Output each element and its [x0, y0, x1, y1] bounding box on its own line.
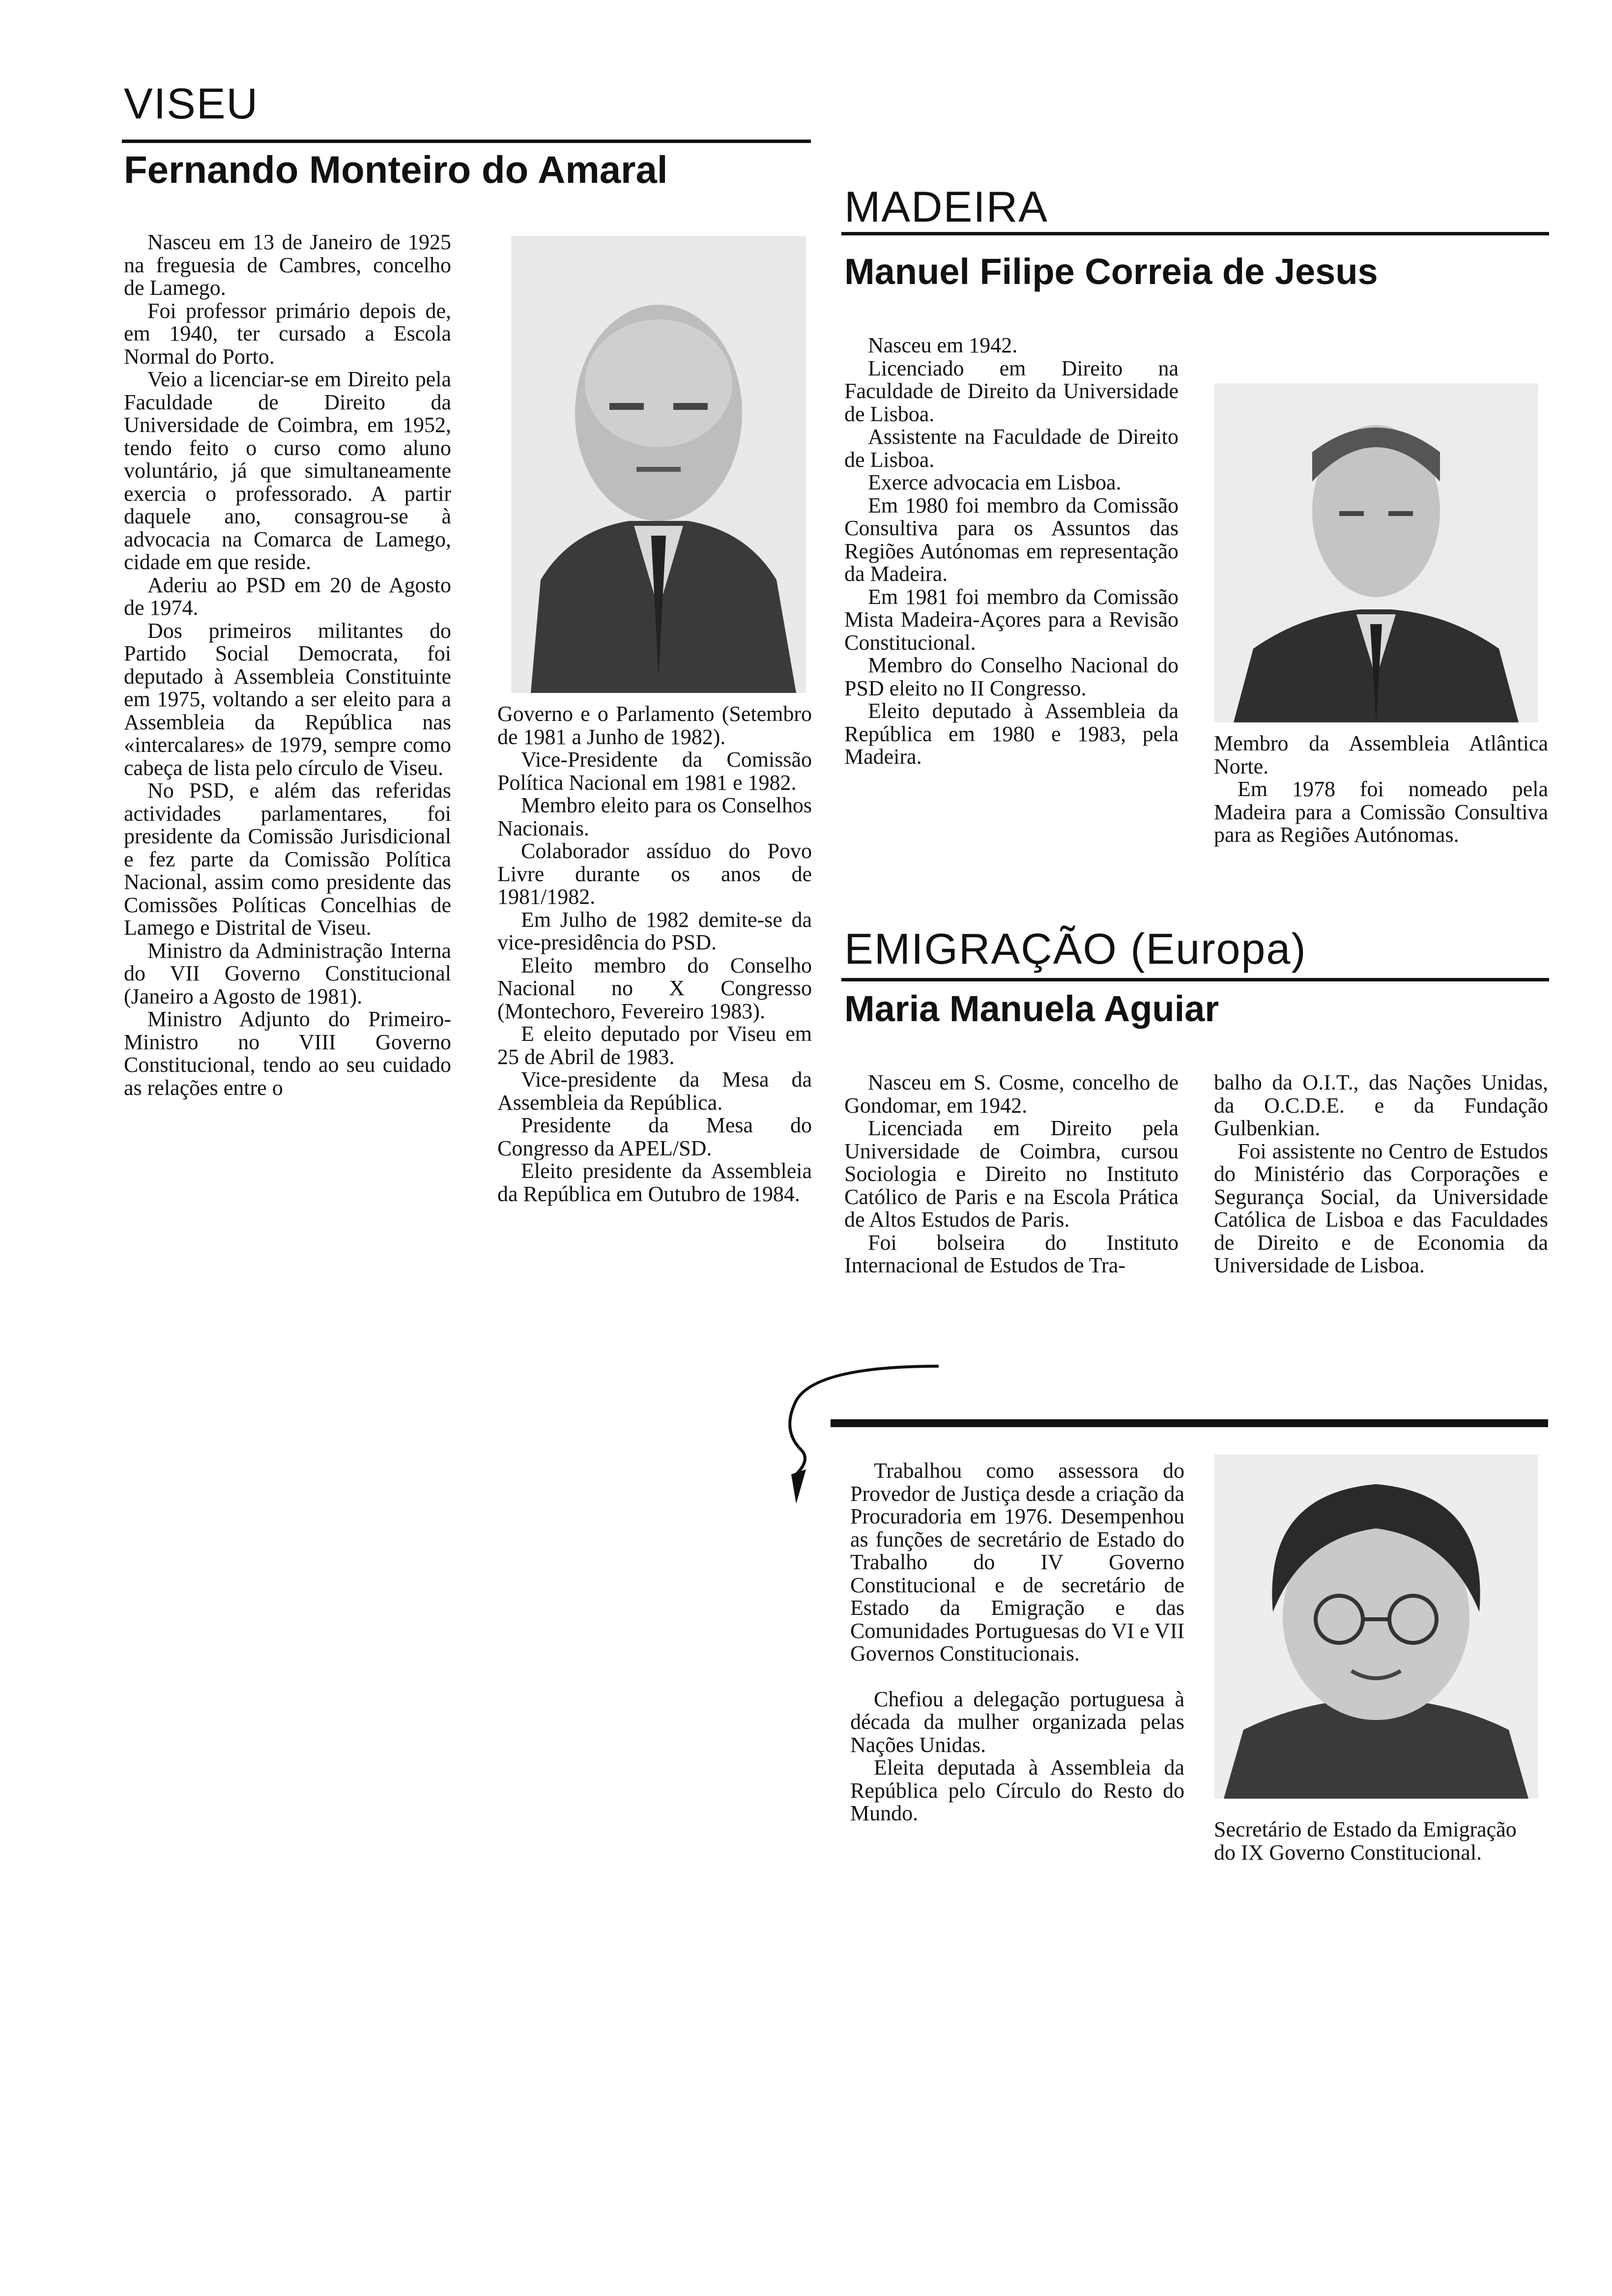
- paragraph: Nasceu em 13 de Janeiro de 1925 na freguesia de Cambres, concelho de Lamego.: [124, 230, 451, 300]
- madeira-bio-column-1: [844, 334, 1179, 769]
- paragraph: Assistente na Faculdade de Direito de Lisboa.: [844, 425, 1179, 472]
- paragraph: Nasceu em 1942.: [868, 333, 1018, 357]
- viseu-rule: [122, 140, 811, 143]
- portrait-photo-fernando: [511, 236, 806, 693]
- emigracao-bio-column-2: [1214, 1071, 1548, 1277]
- paragraph: Presidente da Mesa do Congresso da APEL/SD.: [497, 1113, 812, 1160]
- paragraph: Em Julho de 1982 demite-se da vice-presidência do PSD.: [497, 907, 812, 954]
- photo-caption: Secretário de Estado da Emigração do IX Governo Constitucional.: [1214, 1817, 1517, 1865]
- paragraph: Veio a licenciar-se em Direito pela Faculdade de Direito da Universidade de Coimbra, em 1952, tendo feito o curso como aluno voluntário, já que simultaneamente exercia o professorado. A partir daquele ano, consagrou-se à advocacia na Comarca de Lamego, cidade em que reside.: [124, 367, 451, 574]
- paragraph: Membro eleito para os Conselhos Nacionais.: [497, 793, 812, 840]
- madeira-rule: [841, 232, 1549, 235]
- paragraph: Aderiu ao PSD em 20 de Agosto de 1974.: [124, 573, 451, 620]
- paragraph: Ministro Adjunto do Primeiro-Ministro no VIII Governo Constitucional, tendo ao seu cuidado as relações entre o: [124, 1007, 451, 1100]
- paragraph: Em 1981 foi membro da Comissão Mista Madeira-Açores para a Revisão Constitucional.: [844, 584, 1179, 655]
- emigracao-continuation-rule: [831, 1419, 1548, 1427]
- paragraph: Colaborador assíduo do Povo Livre durante os anos de 1981/1982.: [497, 839, 812, 909]
- emigracao-continuation-column: [850, 1460, 1184, 1825]
- paragraph: Trabalhou como assessora do Provedor de Justiça desde a criação da Procuradoria em 1976. Desempenhou as funções de secretário de Estado do Trabalho do IV Governo Constitucional e de secretário de Estado da Emigração e das Comunidades Portuguesas do VI e VII Governos Constitucionais.: [850, 1459, 1184, 1665]
- paragraph: No PSD, e além das referidas actividades parlamentares, foi presidente da Comissão Jurisdicional e fez parte da Comissão Política Nacional, assim como presidente das Comissões Políticas Concelhias de Lamego e Distrital de Viseu.: [124, 778, 451, 940]
- emigracao-person-name: Maria Manuela Aguiar: [844, 988, 1219, 1029]
- paragraph: Dos primeiros militantes do Partido Social Democrata, foi deputado à Assembleia Constituinte em 1975, voltando a ser eleito para a Assembleia da República nas «intercalares» de 1979, sempre como cabeça de lista pelo círculo de Viseu.: [124, 618, 451, 780]
- madeira-person-name: Manuel Filipe Correia de Jesus: [844, 251, 1378, 292]
- paragraph: Eleita deputada à Assembleia da República pelo Círculo do Resto do Mundo.: [850, 1755, 1184, 1825]
- paragraph: Vice-Presidente da Comissão Política Nacional em 1981 e 1982.: [497, 747, 812, 795]
- paragraph: Ministro da Administração Interna do VII Governo Constitucional (Janeiro a Agosto de 1981).: [124, 938, 451, 1008]
- paragraph: balho da O.I.T., das Nações Unidas, da O.C.D.E. e da Fundação Gulbenkian.: [1214, 1070, 1548, 1140]
- viseu-section-title: VISEU: [124, 79, 259, 128]
- paragraph: Foi bolseira do Instituto Internacional de Estudos de Tra-: [844, 1230, 1179, 1277]
- paragraph: Eleito membro do Conselho Nacional no X Congresso (Montechoro, Fevereiro 1983).: [497, 953, 812, 1023]
- paragraph: Membro do Conselho Nacional do PSD eleito no II Congresso.: [844, 653, 1179, 700]
- paragraph: Governo e o Parlamento (Setembro de 1981 a Junho de 1982).: [497, 702, 812, 749]
- paragraph: Foi professor primário depois de, em 1940, ter cursado a Escola Normal do Porto.: [124, 298, 451, 369]
- paragraph: Foi assistente no Centro de Estudos do Ministério das Corporações e Segurança Social, da Universidade Católica de Lisboa e das Faculdades de Direito e de Economia da Universidade de Lisboa.: [1214, 1139, 1548, 1277]
- viseu-bio-column-2: [497, 703, 812, 1205]
- paragraph: Membro da Assembleia Atlântica Norte.: [1214, 731, 1548, 778]
- paragraph: E eleito deputado por Viseu em 25 de Abril de 1983.: [497, 1022, 812, 1069]
- emigracao-bio-column-1: [844, 1071, 1179, 1277]
- paragraph: Nasceu em S. Cosme, concelho de Gondomar, em 1942.: [844, 1070, 1179, 1118]
- viseu-person-name: Fernando Monteiro do Amaral: [124, 148, 668, 191]
- paragraph: Exerce advocacia em Lisboa.: [868, 470, 1122, 494]
- emigracao-rule: [841, 978, 1549, 981]
- paragraph: Licenciado em Direito na Faculdade de Direito da Universidade de Lisboa.: [844, 356, 1179, 426]
- paragraph: Eleito presidente da Assembleia da República em Outubro de 1984.: [497, 1159, 812, 1206]
- paragraph: Em 1980 foi membro da Comissão Consultiva para os Assuntos das Regiões Autónomas em representação da Madeira.: [844, 493, 1179, 586]
- viseu-bio-column-1: [124, 231, 451, 1099]
- emigracao-section-title: EMIGRAÇÃO (Europa): [844, 924, 1307, 973]
- paragraph: Vice-presidente da Mesa da Assembleia da República.: [497, 1067, 812, 1115]
- paragraph: Em 1978 foi nomeado pela Madeira para a Comissão Consultiva para as Regiões Autónomas.: [1214, 777, 1548, 847]
- madeira-bio-column-2: [1214, 732, 1548, 847]
- portrait-photo-manuel: [1214, 383, 1538, 722]
- madeira-section-title: MADEIRA: [844, 182, 1048, 231]
- paragraph: Chefiou a delegação portuguesa à década da mulher organizada pelas Nações Unidas.: [850, 1687, 1184, 1757]
- portrait-photo-maria: [1214, 1455, 1538, 1799]
- paragraph: Eleito deputado à Assembleia da República em 1980 e 1983, pela Madeira.: [844, 699, 1179, 769]
- paragraph: Licenciada em Direito pela Universidade de Coimbra, cursou Sociologia e Direito no Instituto Católico de Paris e na Escola Prática de Altos Estudos de Paris.: [844, 1116, 1179, 1232]
